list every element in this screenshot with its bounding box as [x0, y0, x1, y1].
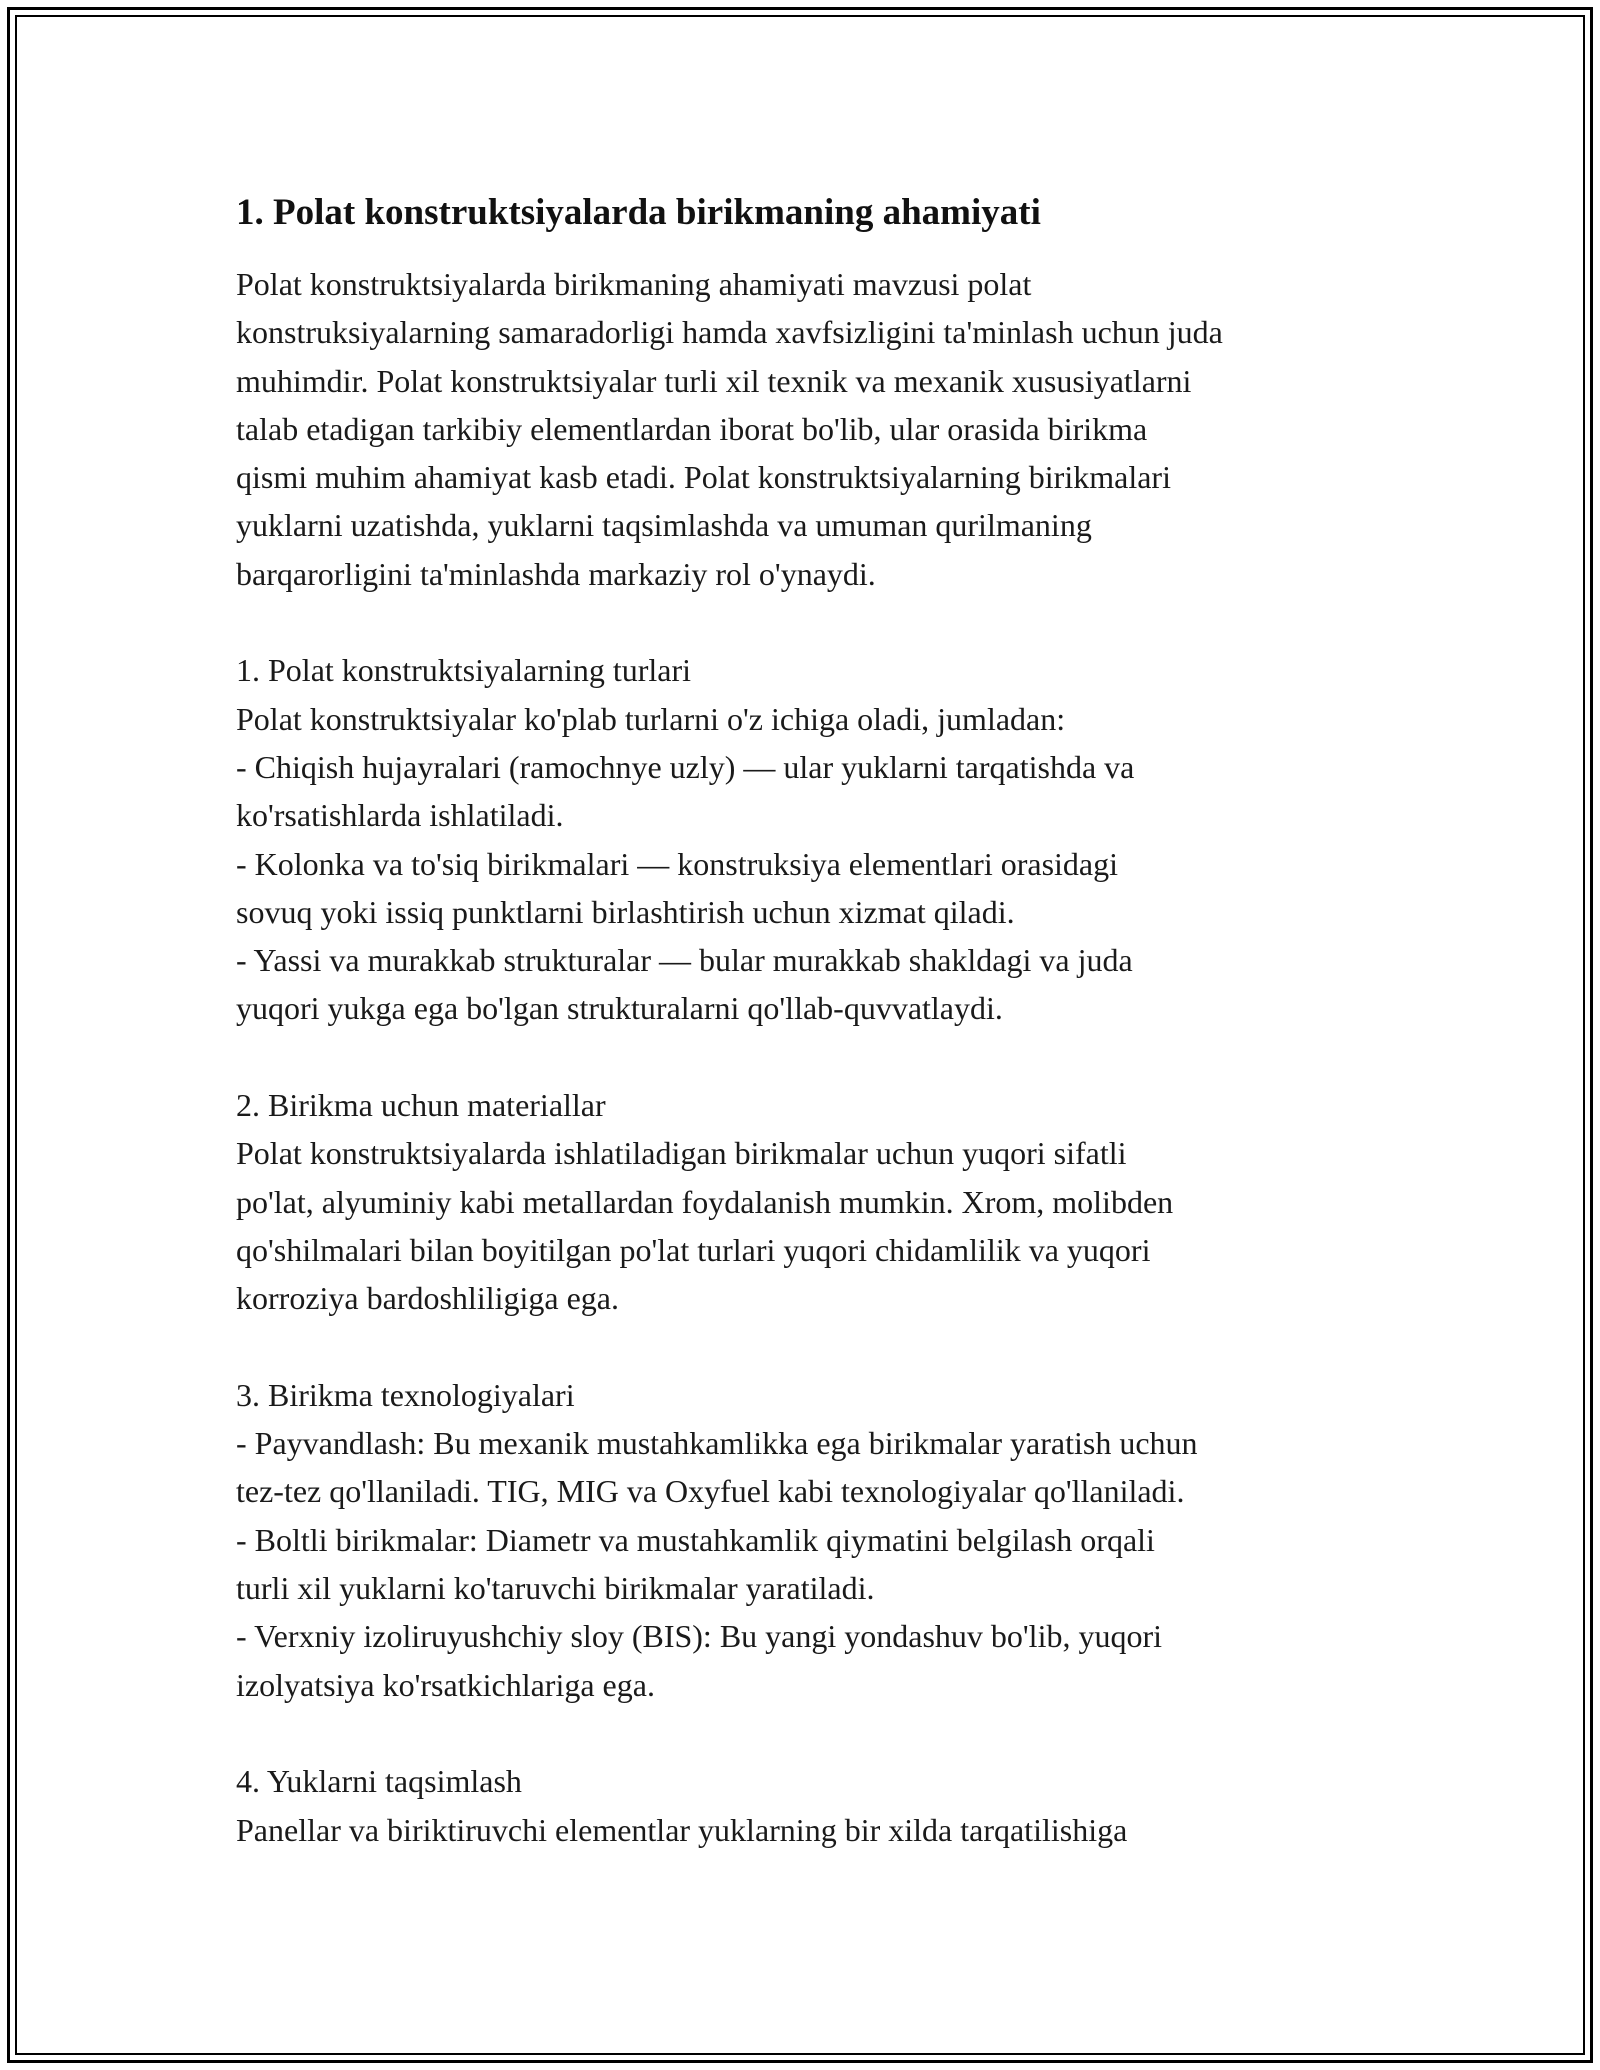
document-body: Polat konstruktsiyalarda birikmaning ahamiyati mavzusi polat konstruksiyalarning samaradorligi hamda xavfsizligini ta'minlash uchun juda muhimdir. Polat konstruktsiyalar turli xil texnik va mexanik xususiyatlarni talab etadigan tarkibiy elementlardan iborat bo'lib, ular orasida birikma qismi muhim ahamiyat kasb etadi. Polat konstruktsiyalarning birikmalari yuklarni uzatishda, yuklarni taqsimlashda va umuman qurilmaning barqarorligini ta'minlashda markaziy rol o'ynaydi. 1. Polat konstruktsiyalarning turlari Polat konstruktsiyalar ko'plab turlarni o'z ichiga oladi, jumladan: - Chiqish hujayralari (ramochnye uzly) — ular yuklarni tarqatishda va ko'rsatishlarda ishlatiladi. - Kolonka va to'siq birikmalari — konstruksiya elementlari orasidagi sovuq yoki issiq punktlarni birlashtirish uchun xizmat qiladi. - Yassi va murakkab strukturalar — bular murakkab shakldagi va juda yuqori yukga ega bo'lgan strukturalarni qo'llab-quvvatlaydi. 2. Birikma uchun materiallar Polat konstruktsiyalarda ishlatiladigan birikmalar uchun yuqori sifatli po'lat, alyuminiy kabi metallardan foydalanish mumkin. Xrom, molibden qo'shilmalari bilan boyitilgan po'lat turlari yuqori chidamlilik va yuqori korroziya bardoshliligiga ega. 3. Birikma texnologiyalari - Payvandlash: Bu mexanik mustahkamlikka ega birikmalar yaratish uchun tez-tez qo'llaniladi. TIG, MIG va Oxyfuel kabi texnologiyalar qo'llaniladi. - Boltli birikmalar: Diametr va mustahkamlik qiymatini belgilash orqali turli xil yuklarni ko'taruvchi birikmalar yaratiladi. - Verxniy izoliruyushchiy sloy (BIS): Bu yangi yondashuv bo'lib, yuqori izolyatsiya ko'rsatkichlariga ega. 4. Yuklarni taqsimlash Panellar va biriktiruvchi elementlar yuklarning bir xilda tarqatilishiga	[236, 266, 1223, 1848]
document-content	[236, 188, 1396, 1854]
document-title: 1. Polat konstruktsiyalarda birikmaning ahamiyati	[236, 192, 1041, 233]
